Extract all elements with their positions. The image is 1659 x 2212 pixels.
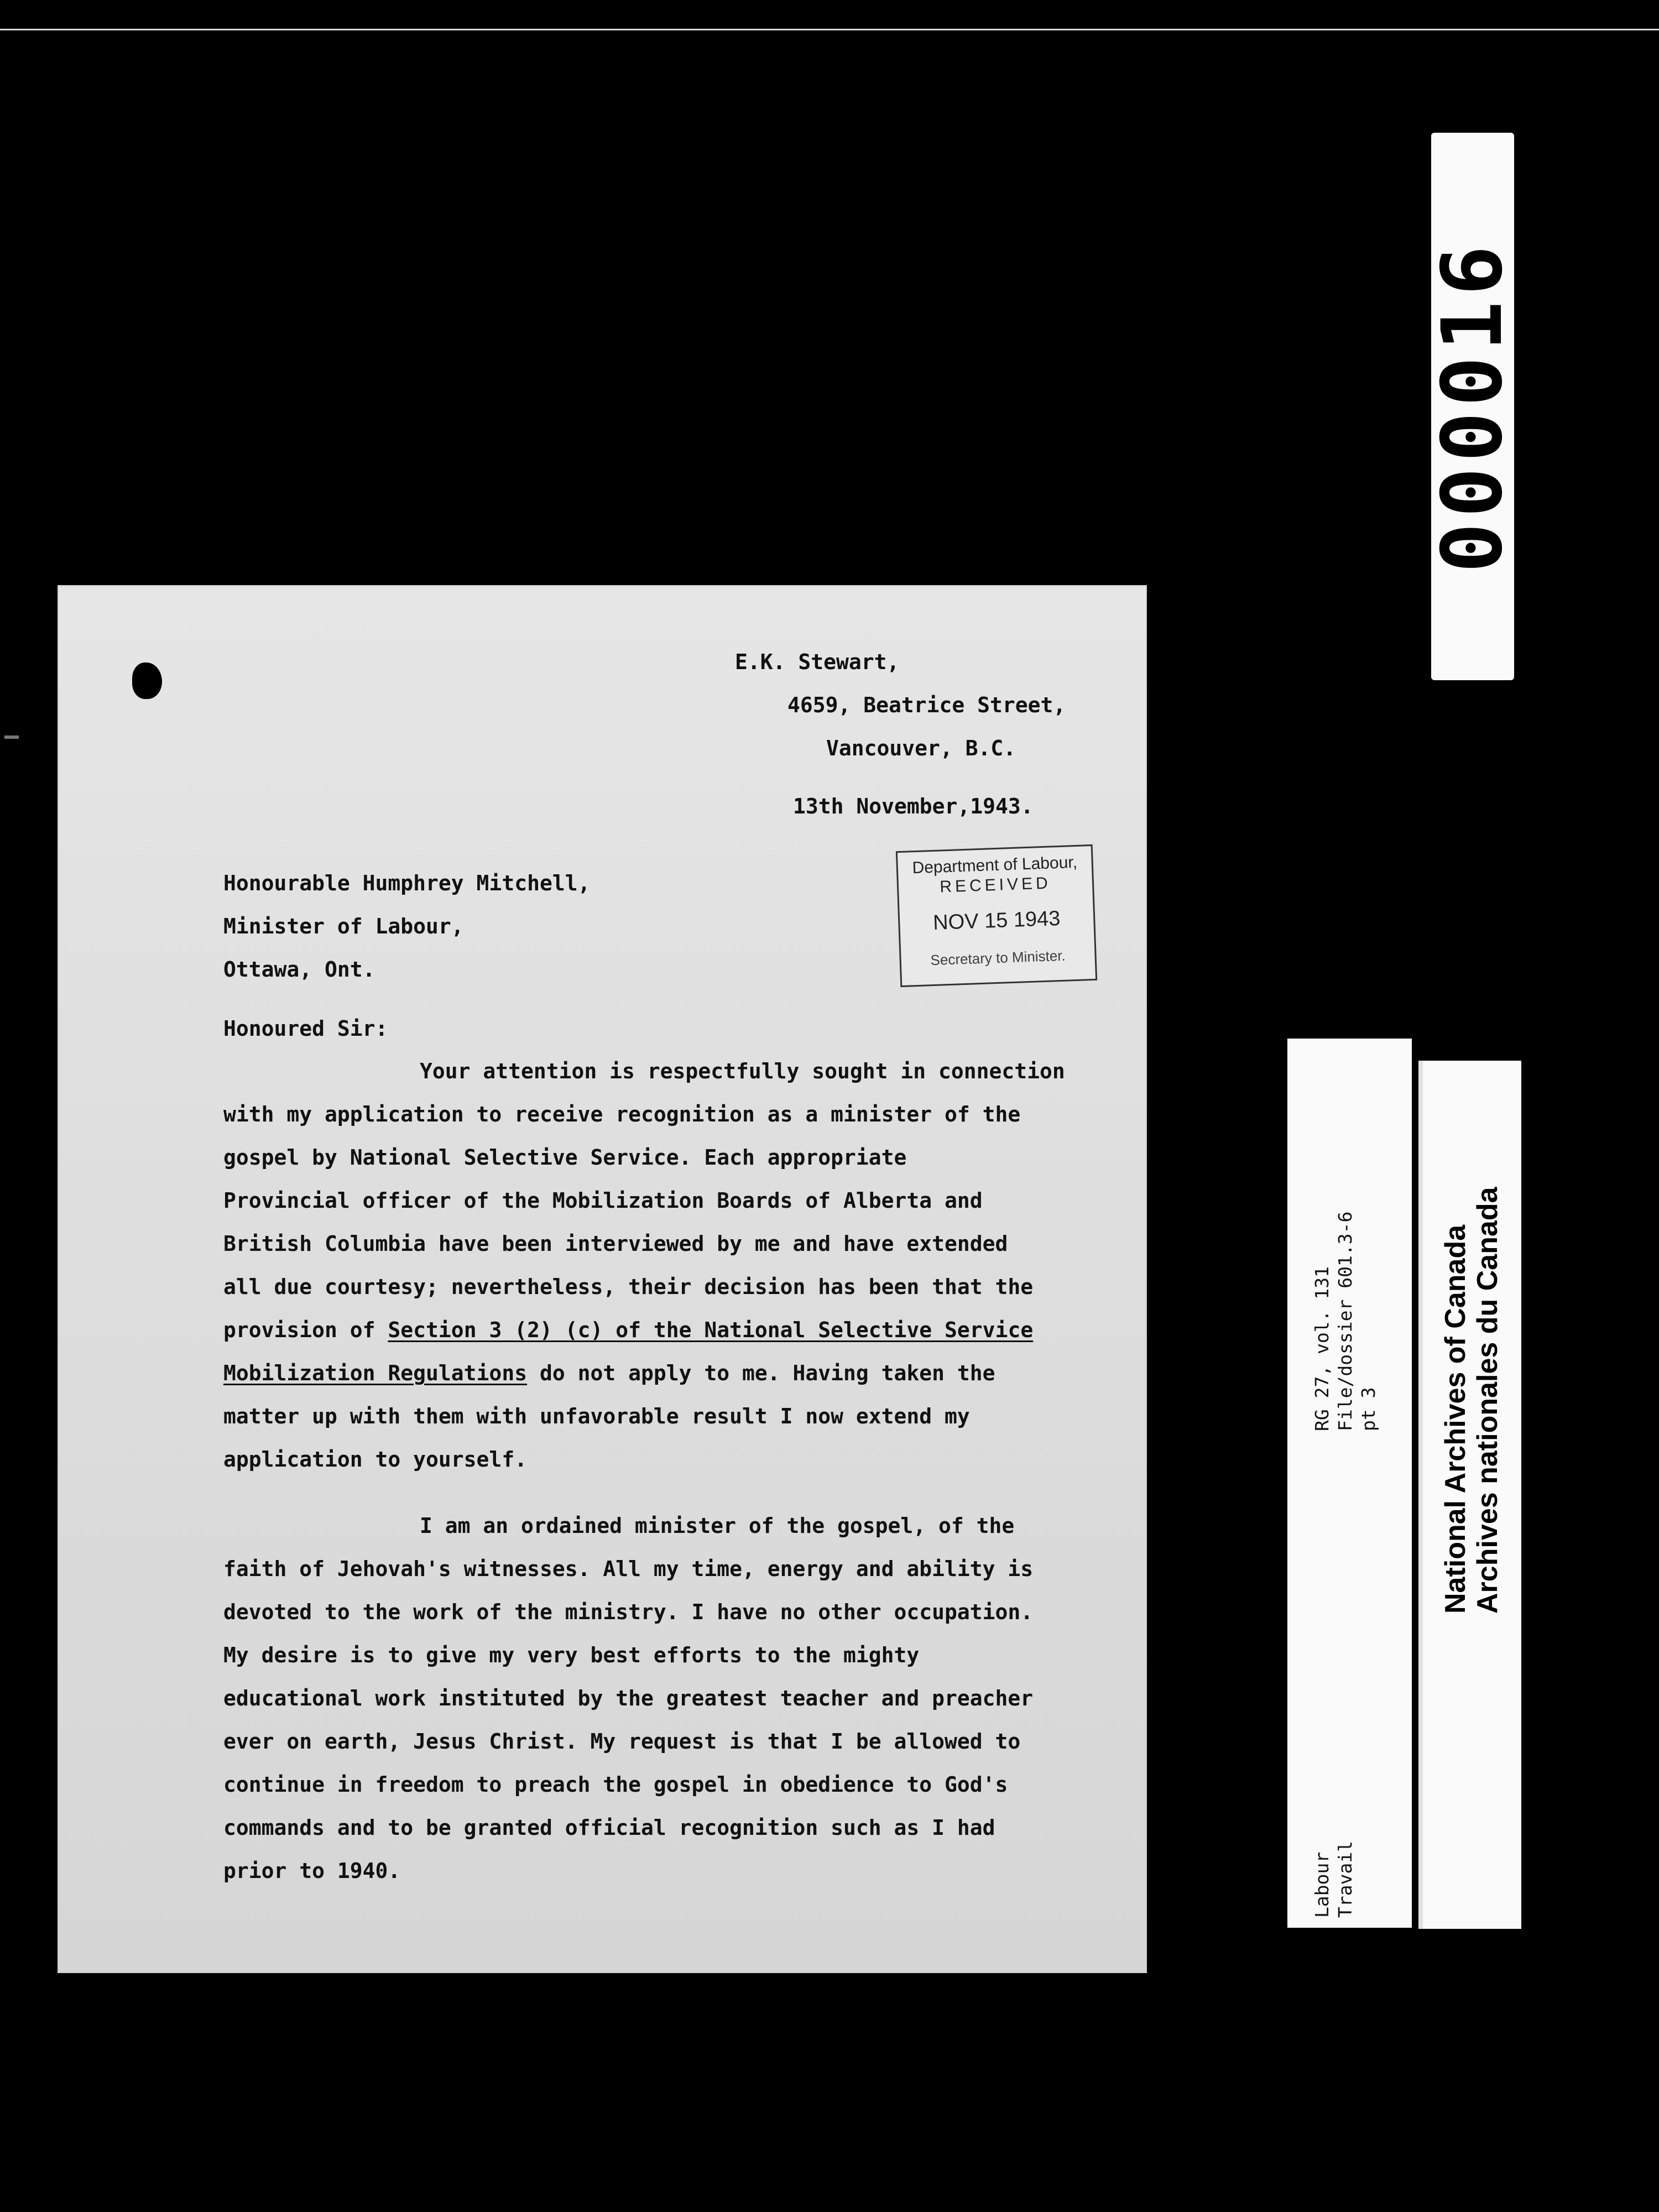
frame-number-strip (1425, 133, 1521, 680)
sender-address (735, 640, 1066, 770)
institution-fr: Archives nationales du Canada (1472, 1187, 1504, 1614)
department-en: Labour (1311, 1851, 1333, 1918)
department-name (1311, 1841, 1357, 1918)
body-line: matter up with them with unfavorable result I now extend my (223, 1404, 970, 1428)
body-line (223, 1308, 1152, 1352)
institution-name (1439, 1187, 1504, 1614)
paragraph-gap (223, 1481, 1152, 1504)
regulation-reference: Mobilization Regulations (223, 1361, 528, 1385)
body-line: with my application to receive recognition as a minister of the (223, 1102, 1021, 1126)
stamp-office: Secretary to Minister. (930, 947, 1066, 969)
reference-part: pt 3 (1358, 1387, 1379, 1431)
archive-institution-label (1418, 1061, 1521, 1929)
frame-number: 000016 (1425, 240, 1521, 573)
body-line: My desire is to give my very best efforts to the mighty (223, 1643, 920, 1667)
film-top-edge (0, 29, 1659, 30)
sender-street: 4659, Beatrice Street, (787, 693, 1066, 717)
received-stamp (896, 844, 1097, 987)
letter-date: 13th November,1943. (793, 794, 1034, 818)
body-line: educational work instituted by the greatest teacher and preacher (223, 1686, 1034, 1710)
letter-body (223, 1050, 1152, 1892)
body-text: do not apply to me. Having taken the (527, 1361, 995, 1385)
body-line: devoted to the work of the ministry. I have no other occupation. (223, 1600, 1034, 1624)
recipient-city: Ottawa, Ont. (223, 957, 375, 982)
body-line: all due courtesy; nevertheless, their decision has been that the (223, 1275, 1034, 1299)
body-line: prior to 1940. (223, 1859, 401, 1883)
letter-page (58, 585, 1147, 1973)
department-fr: Travail (1334, 1840, 1356, 1918)
body-line: Your attention is respectfully sought in connection (420, 1059, 1065, 1083)
stamp-department: Department of Labour, (912, 853, 1078, 878)
stamp-date: NOV 15 1943 (932, 906, 1061, 935)
body-line: Provincial officer of the Mobilization Boards of Alberta and (223, 1188, 983, 1213)
body-line: application to yourself. (223, 1447, 528, 1472)
film-speck (4, 735, 19, 739)
reference-file: File/dossier 601.3-6 (1334, 1211, 1356, 1431)
salutation: Honoured Sir: (223, 1016, 388, 1041)
stamp-received: RECEIVED (939, 874, 1052, 896)
sender-name: E.K. Stewart, (735, 650, 900, 674)
body-line: gospel by National Selective Service. Each appropriate (223, 1145, 907, 1170)
body-line: ever on earth, Jesus Christ. My request is that I be allowed to (223, 1729, 1021, 1754)
body-line (223, 1352, 1152, 1395)
body-line: faith of Jehovah's witnesses. All my time, energy and ability is (223, 1557, 1034, 1581)
body-line: British Columbia have been interviewed by me and have extended (223, 1232, 1008, 1256)
reference-rg: RG 27, vol. 131 (1311, 1266, 1333, 1431)
recipient-name: Honourable Humphrey Mitchell, (223, 871, 591, 895)
archive-reference (1311, 1212, 1380, 1431)
sender-city: Vancouver, B.C. (826, 736, 1016, 760)
archive-reference-label (1287, 1039, 1412, 1928)
body-line: commands and to be granted official recognition such as I had (223, 1815, 995, 1840)
body-text: provision of (223, 1318, 388, 1342)
institution-en: National Archives of Canada (1439, 1224, 1472, 1614)
regulation-reference: Section 3 (2) (c) of the National Selective Service (388, 1318, 1034, 1342)
body-line: continue in freedom to preach the gospel in obedience to God's (223, 1772, 1008, 1797)
punch-hole (132, 662, 162, 699)
recipient-title: Minister of Labour, (223, 914, 464, 938)
recipient-address (223, 862, 590, 991)
body-line: I am an ordained minister of the gospel, of the (420, 1514, 1015, 1538)
